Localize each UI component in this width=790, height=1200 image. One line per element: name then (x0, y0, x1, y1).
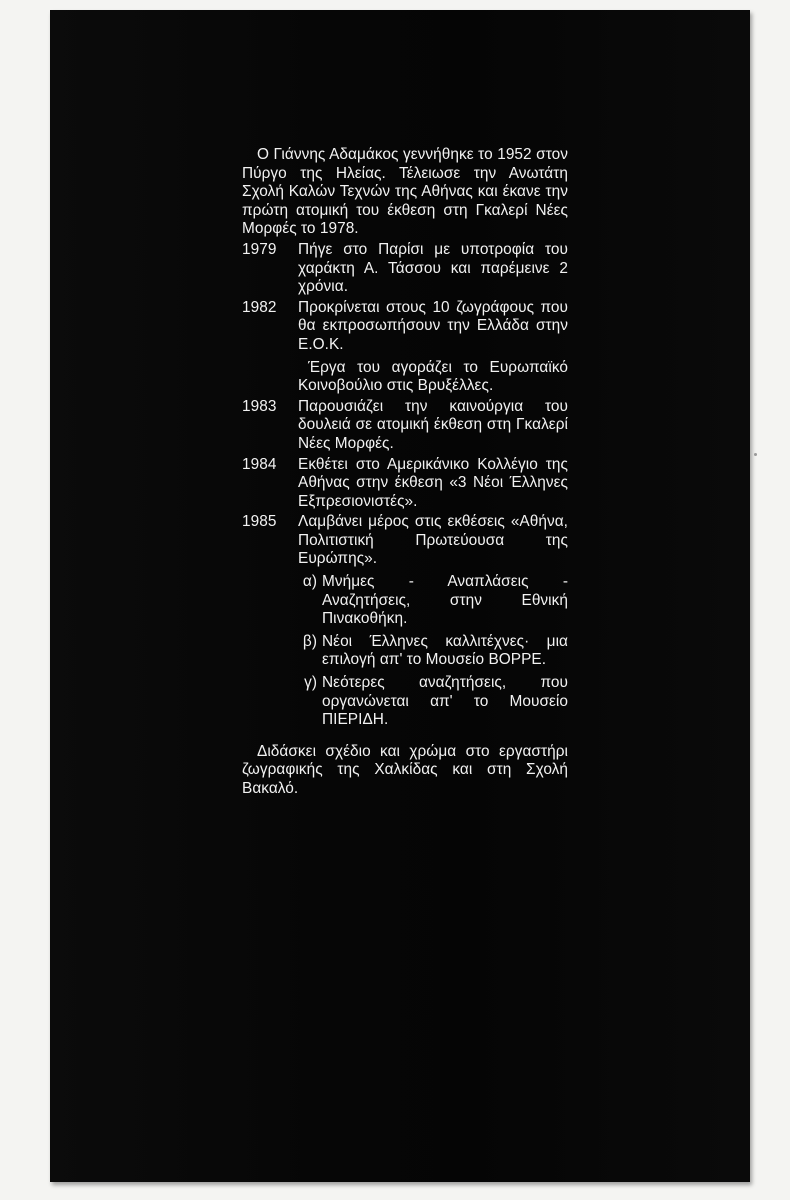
entry-text: Λαμβάνει μέρος στις εκθέσεις «Αθήνα, Πολιτιστική Πρωτεύουσα της Ευρώπης». (298, 513, 568, 568)
list-item-text: Νεότερες αναζητήσεις, που οργανώνεται απ' το Μουσείο ΠΙΕΡΙΔΗ. (322, 674, 568, 729)
entry-1984 (242, 456, 568, 512)
list-marker: α) (302, 573, 317, 591)
dust-speck (754, 453, 757, 456)
entry-1979 (242, 241, 568, 297)
entry-body (298, 398, 568, 454)
entry-body (298, 513, 568, 734)
biography-text (242, 146, 568, 799)
entry-text-continued: Έργα του αγοράζει το Ευρωπαϊκό Κοινοβούλιο στις Βρυξέλλες. (298, 358, 568, 395)
entry-body (298, 241, 568, 297)
intro-paragraph: Ο Γιάννης Αδαμάκος γεννήθηκε το 1952 στον Πύργο της Ηλείας. Τέλειωσε την Ανωτάτη Σχολή Καλών Τεχνών της Αθήνας και έκανε την πρώτη ατομική του έκθεση στη Γκαλερί Νέες Μορφές το 1978. (242, 146, 568, 238)
entry-text: Παρουσιάζει την καινούργια του δουλειά σε ατομική έκθεση στη Γκαλερί Νέες Μορφές. (298, 397, 568, 452)
entry-text: Εκθέτει στο Αμερικάνικο Κολλέγιο της Αθήνας στην έκθεση «3 Νέοι Έλληνες Εξπρεσιονιστές». (298, 455, 568, 510)
list-item-text: Μνήμες - Αναπλάσεις - Αναζητήσεις, στην Εθνική Πινακοθήκη. (322, 573, 568, 628)
entry-body (298, 299, 568, 396)
entry-year: 1984 (242, 455, 277, 473)
entry-1985 (242, 513, 568, 734)
entry-year: 1982 (242, 298, 277, 316)
entry-text: Πήγε στο Παρίσι με υποτροφία του χαράκτη Α. Τάσσου και παρέμεινε 2 χρόνια. (298, 240, 568, 296)
closing-paragraph: Διδάσκει σχέδιο και χρώμα στο εργαστήρι ζωγραφικής της Χαλκίδας και στη Σχολή Βακαλό. (242, 742, 568, 797)
list-item (298, 674, 568, 730)
list-item (298, 573, 568, 629)
entry-1983 (242, 398, 568, 454)
entry-year: 1979 (242, 240, 277, 258)
exhibition-sublist (298, 573, 568, 730)
list-item-text: Νέοι Έλληνες καλλιτέχνες· μια επιλογή απ' το Μουσείο ΒΟΡΡΕ. (322, 632, 568, 669)
list-marker: β) (302, 632, 317, 650)
entry-year: 1985 (242, 513, 277, 531)
entry-1982 (242, 299, 568, 396)
entry-text: Προκρίνεται στους 10 ζωγράφους που θα εκπροσωπήσουν την Ελλάδα στην Ε.Ο.Κ. (298, 298, 568, 353)
list-marker: γ) (304, 674, 317, 692)
list-item (298, 633, 568, 670)
entry-body (298, 456, 568, 512)
entry-year: 1983 (242, 397, 277, 415)
